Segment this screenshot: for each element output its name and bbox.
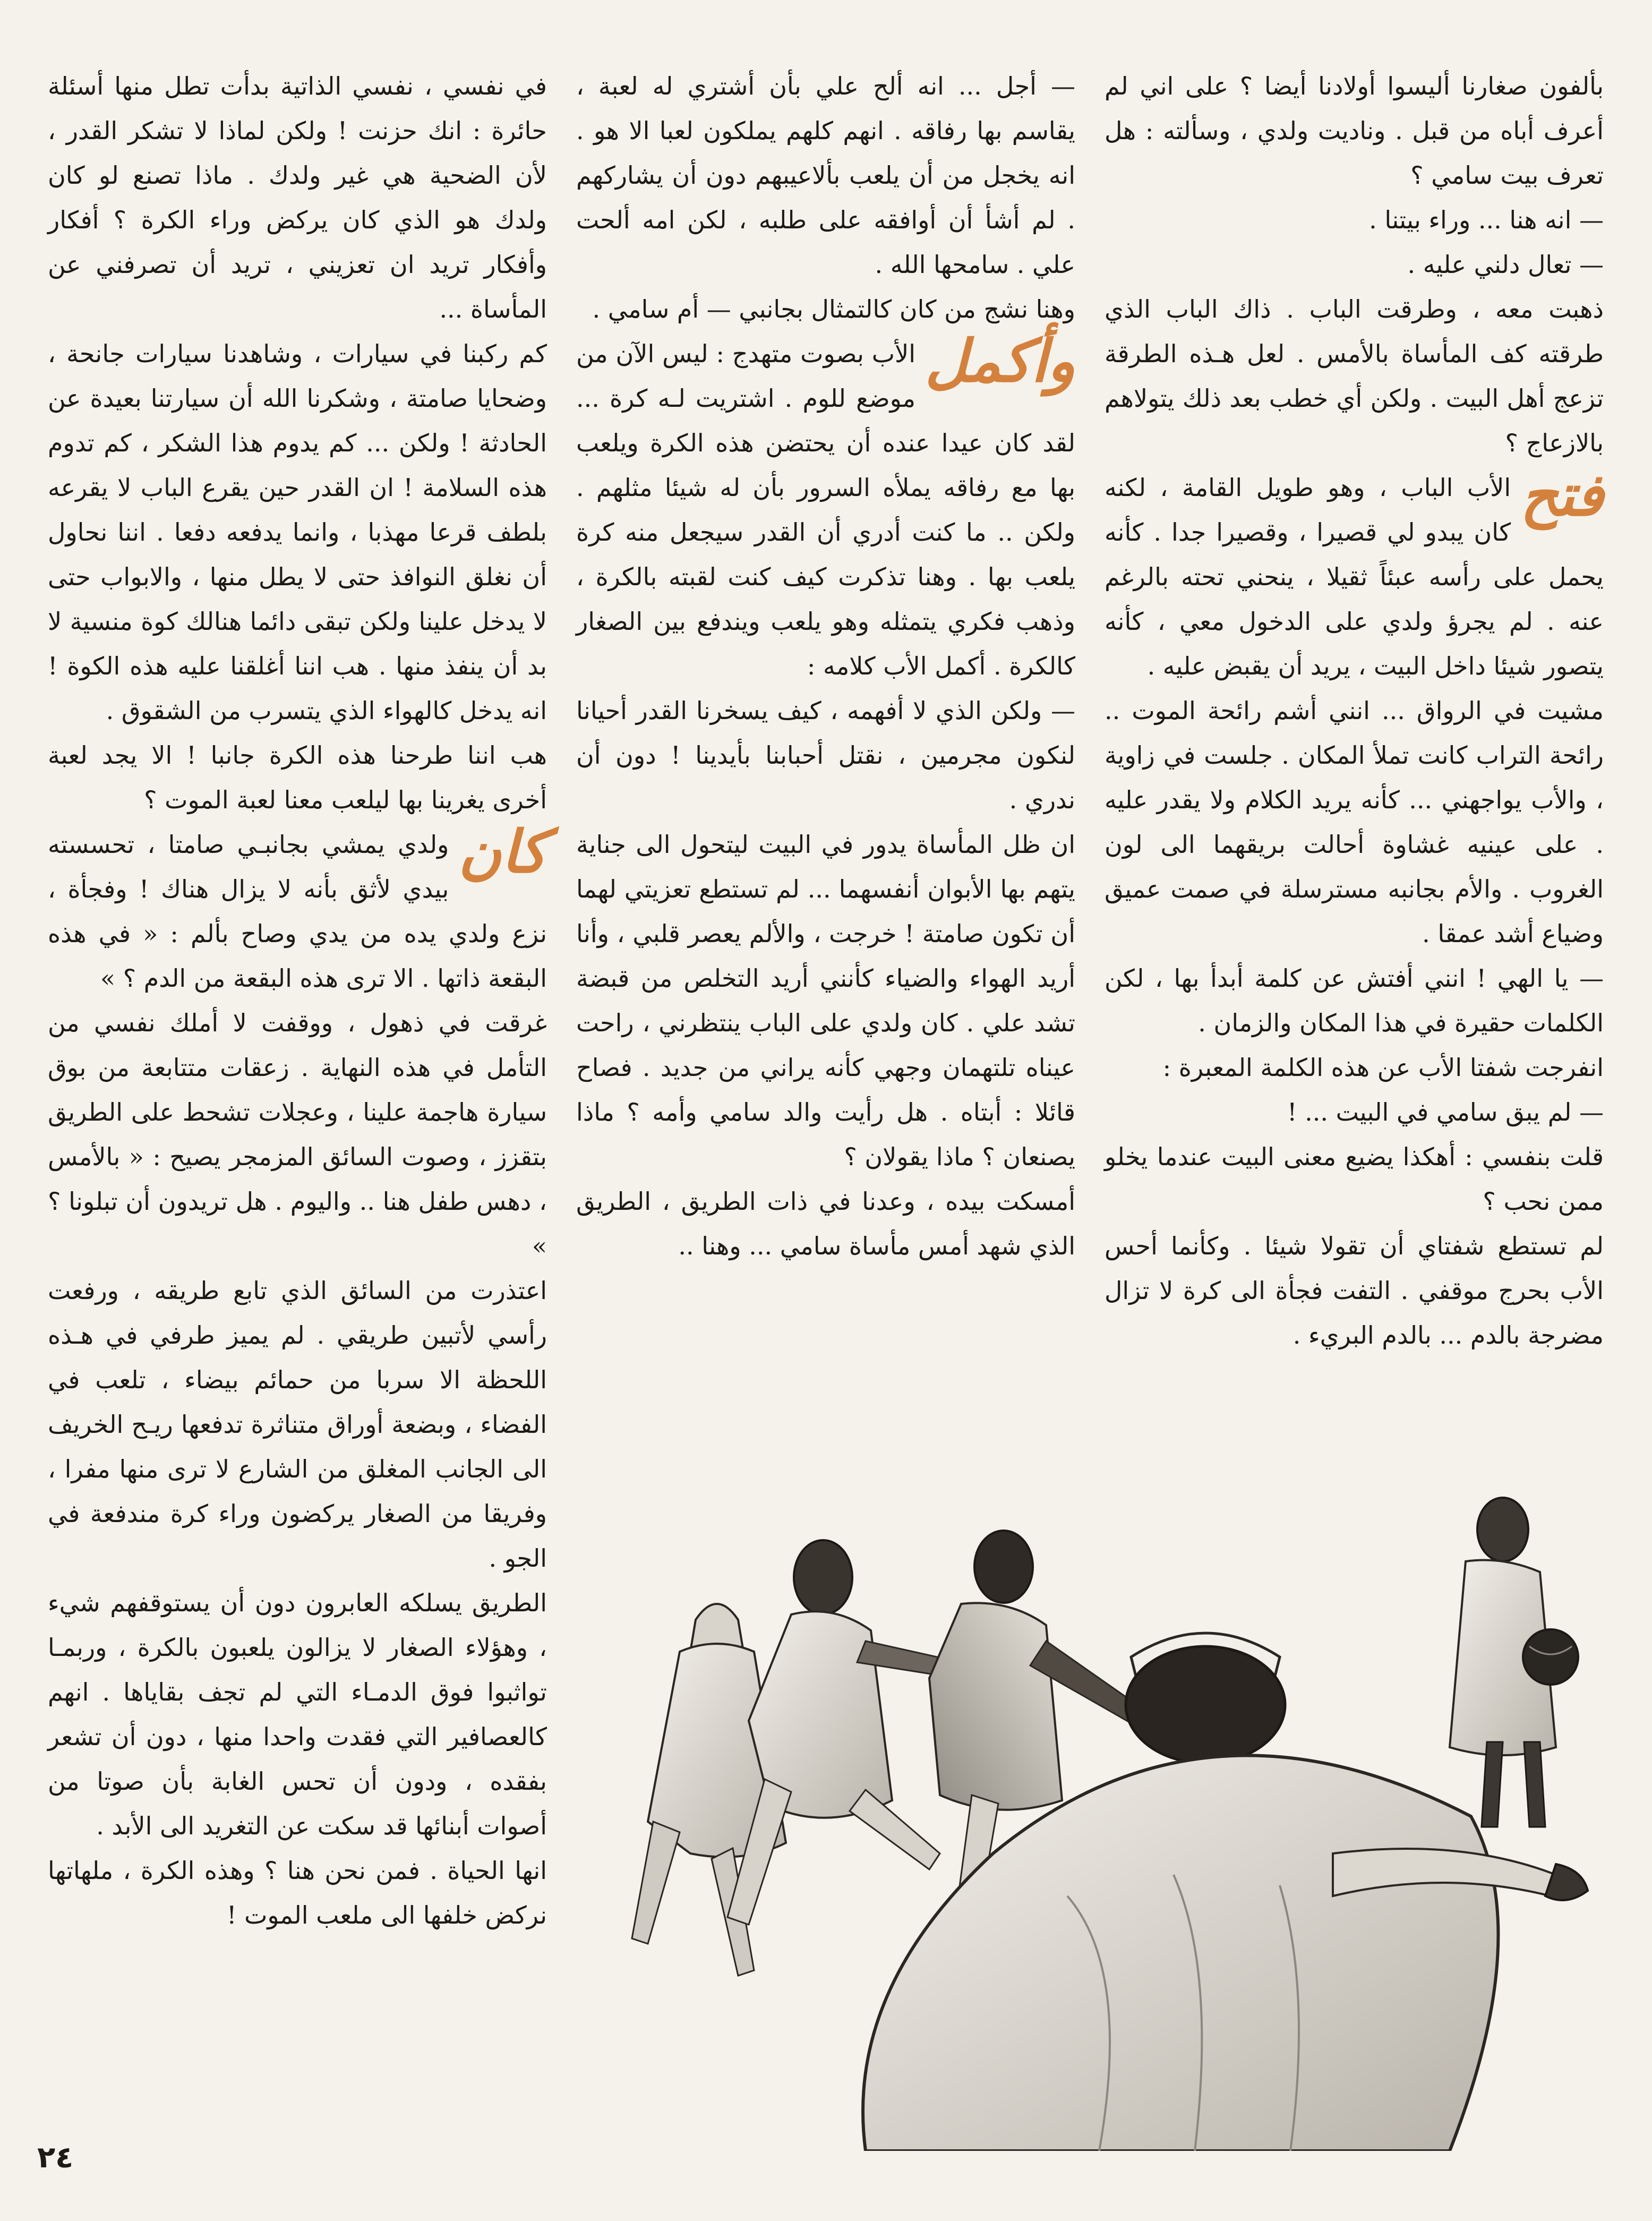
paragraph: هب اننا طرحنا هذه الكرة جانبا ! الا يجد لعبة أخرى يغرينا بها ليلعب معنا لعبة الموت ؟ — [48, 741, 547, 814]
text-column-left — [48, 64, 547, 2124]
paragraph: وهنا نشج من كان كالتمثال بجانبي — أم سامي . — [592, 295, 1075, 323]
paragraph-with-dropcap — [48, 817, 547, 1001]
page-number: ٢٤ — [37, 2140, 74, 2175]
paragraph: بألفون صغارنا أليسوا أولادنا أيضا ؟ على اني لم أعرف أباه من قبل . وناديت ولدي ، وسألته : هل تعرف بيت سامي ؟ — [1105, 72, 1604, 190]
paragraph: — يا الهي ! انني أفتش عن كلمة أبدأ بها ، لكن الكلمات حقيرة في هذا المكان والزمان . — [1105, 964, 1604, 1037]
paragraph: غرقت في ذهول ، ووقفت لا أملك نفسي من التأمل في هذه النهاية . زعقات متتابعة من بوق سيارة هاجمة علينا ، وعجلات تشحط على الطريق بتقزز ، وصوت السائق المزمجر يصيح : « بالأمس ، دهس طفل هنا .. واليوم . هل تريدون أن تبلونا ؟ » — [48, 1009, 547, 1260]
paragraph: قلت بنفسي : أهكذا يضيع معنى البيت عندما يخلو ممن نحب ؟ — [1105, 1142, 1604, 1216]
dropcap-word: فتح — [1520, 460, 1604, 529]
paragraph-with-dropcap — [1105, 460, 1604, 688]
paragraph: ان ظل المأساة يدور في البيت ليتحول الى جناية يتهم بها الأبوان أنفسهما ... لم تستطع تعزيتي لهما أن تكون صامتة ! خرجت ، والألم يعصر قلبي ، وأنا أريد الهواء والضياء كأنني أريد التخلص من قبضة تشد علي . كان ولدي على الباب ينتظرني ، راحت عيناه تلتهمان وجهي كأنه يراني من جديد . فصاح قائلا : أبتاه . هل رأيت والد سامي وأمه ؟ ماذا يصنعان ؟ ماذا يقولان ؟ — [576, 830, 1075, 1171]
paragraph: — أجل ... انه ألح علي بأن أشتري له لعبة ، يقاسم بها رفاقه . انهم كلهم يملكون لعبا الا هو . انه يخجل من أن يلعب بألاعيبهم دون أن يشاركهم . لم أشأ أن أوافقه على طلبه ، لكن امه ألحت علي . سامحها الله . — [576, 72, 1075, 279]
boy-with-ball-figure — [1450, 1498, 1578, 1827]
text-column-middle — [576, 64, 1075, 1439]
paragraph: — انه هنا ... وراء بيتنا . — [1369, 206, 1604, 234]
paragraph: انفرجت شفتا الأب عن هذه الكلمة المعبرة : — [1162, 1053, 1604, 1082]
dropcap-word: وأكمل — [925, 327, 1075, 395]
paragraph: — لم يبق سامي في البيت ... ! — [1287, 1098, 1604, 1126]
dropcap-word: كان — [458, 817, 547, 886]
paragraph-text: الأب الباب ، وهو طويل القامة ، لكنه كان يبدو لي قصيرا ، وقصيرا جدا . كأنه يحمل على رأسه عبئاً ثقيلا ، ينحني تحته بالرغم عنه . لم يجرؤ ولدي على الدخول معي ، كأنه يتصور شيئا داخل البيت ، يريد أن يقبض عليه . — [1105, 473, 1604, 680]
paragraph: الطريق يسلكه العابرون دون أن يستوقفهم شيء ، وهؤلاء الصغار لا يزالون يلعبون بالكرة ، وربمـا تواثبوا فوق الدمـاء التي لم تجف بقاياها . انهم كالعصافير التي فقدت واحدا منها ، دون أن تشعر بفقده ، ودون أن تحس الغابة بأن صوتا من أصوات أبنائها قد سكت عن التغريد الى الأبد . — [48, 1588, 547, 1840]
paragraph: مشيت في الرواق ... انني أشم رائحة الموت .. رائحة التراب كانت تملأ المكان . جلست في زاوية ، والأب يواجهني ... كأنه يريد الكلام ولا يقدر عليه . على عينيه غشاوة أحالت بريقهما الى لون الغروب . والأم بجانبه مسترسلة في صمت عميق وضياع أشد عمقا . — [1105, 696, 1604, 948]
paragraph: كم ركبنا في سيارات ، وشاهدنا سيارات جانحة ، وضحايا صامتة ، وشكرنا الله أن سيارتنا بعيدة عن الحادثة ! ولكن ... كم يدوم هذا الشكر ، كم تدوم هذه السلامة ! ان القدر حين يقرع الباب لا يقرعه بلطف قرعا مهذبا ، وانما يدفعه دفعا . اننا نحاول أن نغلق النوافذ حتى لا يطل منها ، والابواب حتى لا يدخل علينا ولكن تبقى دائما هنالك كوة منسية لا بد أن ينفذ منها . هب اننا أغلقنا عليه هذه الكوة ! انه يدخل كالهواء الذي يتسرب من الشقوق . — [48, 339, 547, 725]
paragraph: — تعال دلني عليه . — [1407, 250, 1604, 279]
paragraph-text: ولدي يمشي بجانبـي صامتا ، تحسسته بيدي لأثق بأنه لا يزال هناك ! وفجأة ، نزع ولدي يده من يدي وصاح بألم : « في هذه البقعة ذاتها . الا ترى هذه البقعة من الدم ؟ » — [48, 830, 547, 993]
paragraph-with-dropcap — [576, 327, 1075, 688]
running-boy-figure — [727, 1540, 961, 1925]
paragraph: — ولكن الذي لا أفهمه ، كيف يسخرنا القدر أحيانا لنكون مجرمين ، نقتل أحبابنا بأيدينا ! دون أن ندري . — [576, 696, 1075, 814]
paragraph: في نفسي ، نفسي الذاتية بدأت تطل منها أسئلة حائرة : انك حزنت ! ولكن لماذا لا تشكر القدر ، لأن الضحية هي غير ولدك . ماذا تصنع لو كان ولدك هو الذي كان يركض وراء الكرة ؟ أفكار وأفكار تريد ان تعزيني ، تريد أن تصرفني عن المأساة ... — [48, 72, 547, 323]
paragraph-text: الأب بصوت متهدج : ليس الآن من موضع للوم . اشتريت لـه كرة ... لقد كان عيدا عنده أن يحتضن هذه الكرة ويلعب بها مع رفاقه يملأه السرور بأن له شيئا مثلهم . ولكن .. ما كنت أدري أن القدر سيجعل منه كرة يلعب بها . وهنا تذكرت كيف كنت لقبته بالكرة ، وذهب فكري يتمثله وهو يلعب ويندفع بين الصغار كالكرة . أكمل الأب كلامه : — [576, 339, 1075, 680]
paragraph: اعتذرت من السائق الذي تابع طريقه ، ورفعت رأسي لأتبين طريقي . لم يميز طرفي في هـذه اللحظة الا سربا من حمائم بيضاء ، تلعب في الفضاء ، وبضعة أوراق متناثرة تدفعها ريـح الخريف الى الجانب المغلق من الشارع لا ترى منها مفرا ، وفريقا من الصغار يركضون وراء كرة مندفعة في الجو . — [48, 1276, 547, 1573]
paragraph: ذهبت معه ، وطرقت الباب . ذاك الباب الذي طرقته كف المأساة بالأمس . لعل هـذه الطرقة تزعج أهل البيت . ولكن أي خطب بعد ذلك يتولاهم بالازعاج ؟ — [1105, 295, 1604, 457]
ball-icon — [1523, 1629, 1578, 1685]
text-column-right — [1105, 64, 1604, 1423]
paragraph: أمسكت بيده ، وعدنا في ذات الطريق ، الطريق الذي شهد أمس مأساة سامي ... وهنا .. — [576, 1187, 1075, 1260]
paragraph: لم تستطع شفتاي أن تقولا شيئا . وكأنما أحس الأب بحرج موقفي . التفت فجأة الى كرة لا تزال مضرجة بالدم ... بالدم البريء . — [1105, 1232, 1604, 1349]
children-playing-illustration — [589, 1482, 1598, 2151]
paragraph: انها الحياة . فمن نحن هنا ؟ وهذه الكرة ، ملهاتها نركض خلفها الى ملعب الموت ! — [48, 1856, 547, 1929]
